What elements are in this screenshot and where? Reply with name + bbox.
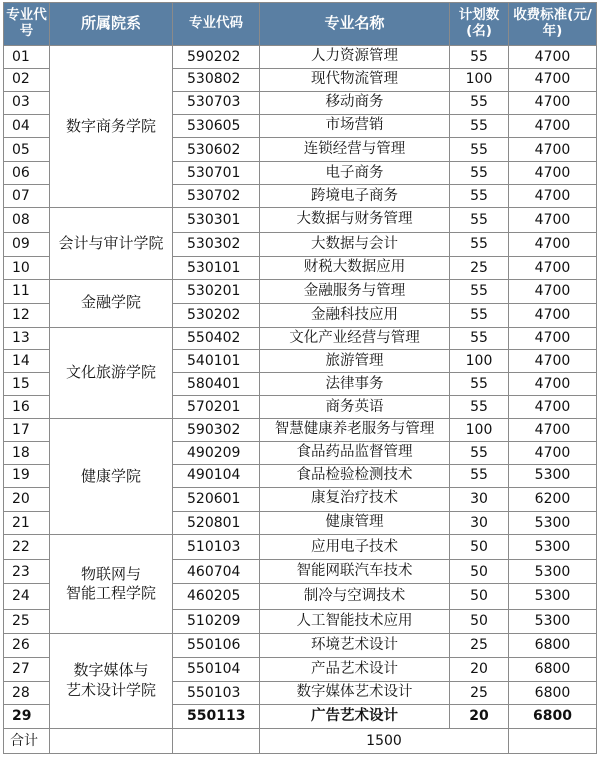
quota-cell: 20 [450,704,509,728]
major-name-cell: 旅游管理 [260,350,450,373]
quota-cell: 55 [450,441,509,464]
major-no-cell: 25 [4,610,50,634]
major-name-cell: 环境艺术设计 [260,634,450,658]
quota-cell: 25 [450,256,509,279]
quota-cell: 100 [450,350,509,373]
major-code-cell: 520601 [173,487,260,511]
header-major-code: 专业代码 [173,3,260,46]
quota-cell: 55 [450,185,509,208]
quota-cell: 50 [450,584,509,610]
fee-cell: 4700 [509,91,597,114]
major-no-cell: 21 [4,511,50,535]
major-no-cell: 06 [4,162,50,185]
major-code-cell: 530302 [173,233,260,257]
fee-cell: 4700 [509,68,597,91]
fee-cell: 5300 [509,584,597,610]
major-name-cell: 电子商务 [260,162,450,185]
fee-cell: 5300 [509,610,597,634]
major-no-cell: 22 [4,535,50,560]
total-label: 合计 [4,728,50,753]
major-code-cell: 530702 [173,185,260,208]
college-cell: 金融学院 [50,279,173,327]
major-name-cell: 市场营销 [260,114,450,138]
enrollment-table [3,2,597,754]
header-fee: 收费标准(元/年) [509,3,597,46]
fee-cell: 6800 [509,634,597,658]
major-name-cell: 康复治疗技术 [260,487,450,511]
fee-cell: 4700 [509,327,597,350]
quota-cell: 55 [450,162,509,185]
major-code-cell: 530101 [173,256,260,279]
major-name-cell: 人力资源管理 [260,46,450,69]
fee-cell: 4700 [509,233,597,257]
fee-cell: 5300 [509,560,597,584]
major-name-cell: 现代物流管理 [260,68,450,91]
quota-cell: 55 [450,373,509,396]
table-row [4,419,597,442]
major-no-cell: 10 [4,256,50,279]
header-major-name: 专业名称 [260,3,450,46]
major-no-cell: 17 [4,419,50,442]
major-name-cell: 财税大数据应用 [260,256,450,279]
quota-cell: 55 [450,46,509,69]
major-code-cell: 530201 [173,279,260,303]
quota-cell: 55 [450,208,509,233]
major-no-cell: 13 [4,327,50,350]
major-name-cell: 广告艺术设计 [260,704,450,728]
fee-cell: 4700 [509,162,597,185]
fee-cell: 4700 [509,419,597,442]
quota-cell: 25 [450,634,509,658]
major-name-cell: 金融科技应用 [260,303,450,327]
fee-cell: 4700 [509,256,597,279]
college-cell: 数字商务学院 [50,46,173,208]
major-name-cell: 数字媒体艺术设计 [260,682,450,705]
major-code-cell: 510103 [173,535,260,560]
major-name-cell: 食品药品监督管理 [260,441,450,464]
fee-cell: 6800 [509,682,597,705]
quota-cell: 30 [450,487,509,511]
major-name-cell: 食品检验检测技术 [260,464,450,487]
header-college: 所属院系 [50,3,173,46]
college-cell: 文化旅游学院 [50,327,173,418]
major-no-cell: 28 [4,682,50,705]
college-cell: 会计与审计学院 [50,208,173,280]
major-no-cell: 04 [4,114,50,138]
major-code-cell: 590302 [173,419,260,442]
table-body [4,46,597,754]
header-quota: 计划数(名) [450,3,509,46]
header-major-no: 专业代号 [4,3,50,46]
major-code-cell: 550106 [173,634,260,658]
table-row [4,46,597,69]
major-no-cell: 16 [4,396,50,419]
quota-cell: 50 [450,560,509,584]
major-code-cell: 530701 [173,162,260,185]
major-no-cell: 02 [4,68,50,91]
major-code-cell: 540101 [173,350,260,373]
major-code-cell: 550103 [173,682,260,705]
major-name-cell: 法律事务 [260,373,450,396]
major-name-cell: 制冷与空调技术 [260,584,450,610]
quota-cell: 55 [450,303,509,327]
major-no-cell: 09 [4,233,50,257]
major-code-cell: 530202 [173,303,260,327]
major-name-cell: 智慧健康养老服务与管理 [260,419,450,442]
college-cell: 数字媒体与 艺术设计学院 [50,634,173,729]
fee-cell: 4700 [509,373,597,396]
major-name-cell: 人工智能技术应用 [260,610,450,634]
major-code-cell: 550104 [173,658,260,682]
fee-cell: 4700 [509,138,597,162]
major-code-cell: 530301 [173,208,260,233]
major-code-cell: 530703 [173,91,260,114]
college-cell: 健康学院 [50,419,173,535]
major-name-cell: 健康管理 [260,511,450,535]
fee-cell: 4700 [509,46,597,69]
major-code-cell: 490209 [173,441,260,464]
major-name-cell: 商务英语 [260,396,450,419]
quota-cell: 55 [450,91,509,114]
major-code-cell: 530802 [173,68,260,91]
table-row [4,279,597,303]
table-row [4,634,597,658]
major-name-cell: 跨境电子商务 [260,185,450,208]
quota-cell: 55 [450,138,509,162]
quota-cell: 55 [450,114,509,138]
table-row [4,327,597,350]
fee-cell: 4700 [509,441,597,464]
fee-cell: 5300 [509,511,597,535]
fee-cell: 5300 [509,535,597,560]
quota-cell: 100 [450,68,509,91]
major-no-cell: 08 [4,208,50,233]
major-code-cell: 530605 [173,114,260,138]
fee-cell: 4700 [509,303,597,327]
quota-cell: 25 [450,682,509,705]
major-code-cell: 510209 [173,610,260,634]
major-no-cell: 01 [4,46,50,69]
fee-cell: 4700 [509,350,597,373]
major-no-cell: 20 [4,487,50,511]
empty-cell [50,728,173,753]
fee-cell: 5300 [509,464,597,487]
major-no-cell: 19 [4,464,50,487]
fee-cell: 6200 [509,487,597,511]
header-row [4,3,597,46]
major-no-cell: 18 [4,441,50,464]
major-name-cell: 金融服务与管理 [260,279,450,303]
major-no-cell: 12 [4,303,50,327]
empty-cell [173,728,260,753]
major-code-cell: 490104 [173,464,260,487]
major-code-cell: 580401 [173,373,260,396]
total-value: 1500 [260,728,509,753]
major-code-cell: 530602 [173,138,260,162]
quota-cell: 55 [450,327,509,350]
quota-cell: 55 [450,233,509,257]
major-name-cell: 应用电子技术 [260,535,450,560]
major-code-cell: 590202 [173,46,260,69]
major-name-cell: 连锁经营与管理 [260,138,450,162]
major-no-cell: 29 [4,704,50,728]
major-name-cell: 大数据与会计 [260,233,450,257]
major-no-cell: 07 [4,185,50,208]
major-code-cell: 550402 [173,327,260,350]
major-code-cell: 550113 [173,704,260,728]
major-code-cell: 570201 [173,396,260,419]
quota-cell: 55 [450,279,509,303]
fee-cell: 4700 [509,279,597,303]
major-name-cell: 移动商务 [260,91,450,114]
major-no-cell: 27 [4,658,50,682]
fee-cell: 6800 [509,658,597,682]
major-no-cell: 23 [4,560,50,584]
table-row [4,535,597,560]
total-row [4,728,597,753]
major-no-cell: 14 [4,350,50,373]
major-code-cell: 460704 [173,560,260,584]
major-no-cell: 15 [4,373,50,396]
major-no-cell: 03 [4,91,50,114]
major-name-cell: 产品艺术设计 [260,658,450,682]
major-code-cell: 520801 [173,511,260,535]
quota-cell: 20 [450,658,509,682]
table-row [4,208,597,233]
major-no-cell: 11 [4,279,50,303]
fee-cell: 4700 [509,396,597,419]
quota-cell: 50 [450,610,509,634]
quota-cell: 55 [450,464,509,487]
quota-cell: 100 [450,419,509,442]
quota-cell: 50 [450,535,509,560]
fee-cell: 4700 [509,208,597,233]
major-name-cell: 文化产业经营与管理 [260,327,450,350]
major-name-cell: 智能网联汽车技术 [260,560,450,584]
major-code-cell: 460205 [173,584,260,610]
college-cell: 物联网与 智能工程学院 [50,535,173,634]
fee-cell: 4700 [509,114,597,138]
major-no-cell: 05 [4,138,50,162]
major-no-cell: 24 [4,584,50,610]
major-name-cell: 大数据与财务管理 [260,208,450,233]
fee-cell: 6800 [509,704,597,728]
major-no-cell: 26 [4,634,50,658]
quota-cell: 30 [450,511,509,535]
fee-cell: 4700 [509,185,597,208]
quota-cell: 55 [450,396,509,419]
empty-cell [509,728,597,753]
